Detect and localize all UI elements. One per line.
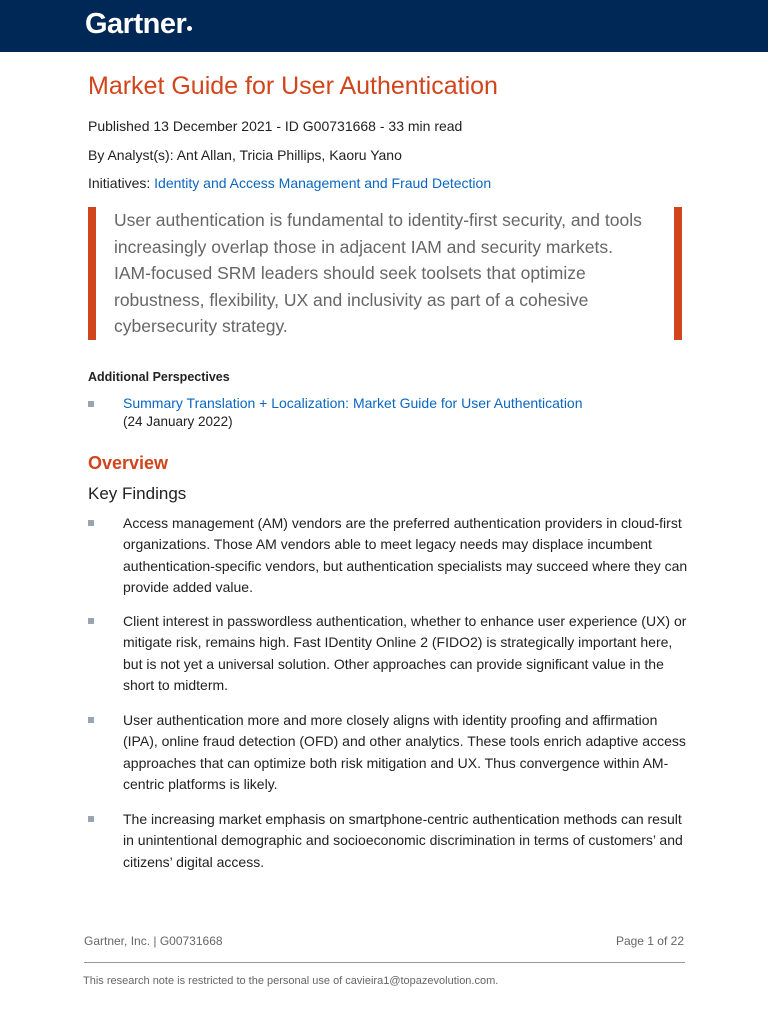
- perspective-date: (24 January 2022): [123, 414, 233, 429]
- finding-item: Access management (AM) vendors are the preferred authentication providers in cloud-first organizations. Those AM vendors able to meet legacy needs may displace incumbent authentication-specific vendors, but authentication specialists may succeed where they can provide added value.: [123, 515, 688, 595]
- finding-item: User authentication more and more closely aligns with identity proofing and affirmation (IPA), online fraud detection (OFD) and other analytics. These tools enrich adaptive access approaches that can optimize both risk mitigation and UX. Thus convergence within AM-centric platforms is likely.: [123, 712, 686, 792]
- initiatives-label: Initiatives:: [88, 175, 155, 191]
- overview-heading: Overview: [88, 453, 169, 473]
- footer-page-number: Page 1 of 22: [615, 934, 684, 948]
- finding-item: The increasing market emphasis on smartphone-centric authentication methods can result in unintentional demographic and socioeconomic discrimination in terms of customers’ and citizens’ digital access.: [123, 811, 683, 870]
- page-title: Market Guide for User Authentication: [88, 72, 498, 100]
- callout-bar-left: [88, 207, 96, 340]
- bullet-icon: [88, 717, 94, 723]
- key-findings-heading: Key Findings: [88, 484, 187, 503]
- footer-divider: [84, 962, 685, 963]
- footer-restriction-note: This research note is restricted to the personal use of cavieira1@topazevolution.com.: [83, 975, 499, 987]
- initiatives-link[interactable]: Identity and Access Management and Fraud Detection: [154, 175, 492, 191]
- gartner-logo[interactable]: [85, 8, 192, 41]
- bullet-icon: [88, 520, 94, 526]
- callout-bar-right: [674, 207, 682, 340]
- footer-doc-id: Gartner, Inc. | G00731668: [84, 934, 223, 948]
- initiatives-line: [88, 175, 491, 191]
- published-line: Published 13 December 2021 - ID G00731668 - 33 min read: [88, 118, 463, 134]
- summary-callout: [88, 207, 682, 340]
- finding-item: Client interest in passwordless authentication, whether to enhance user experience (UX) or mitigate risk, remains high. Fast IDentity Online 2 (FIDO2) is strategically important here, but is not yet a universal solution. Other approaches can provide significant value in the short to midterm.: [123, 613, 687, 693]
- bullet-icon: [88, 618, 94, 624]
- summary-text: User authentication is fundamental to identity-first security, and tools increasingly overlap those in adjacent IAM and security markets. IAM-focused SRM leaders should seek toolsets that optimize robustness, flexibility, UX and inclusivity as part of a cohesive cybersecurity strategy.: [114, 210, 642, 336]
- analysts-line: By Analyst(s): Ant Allan, Tricia Phillips, Kaoru Yano: [88, 147, 402, 163]
- perspective-link[interactable]: Summary Translation + Localization: Market Guide for User Authentication: [123, 395, 583, 411]
- bullet-icon: [88, 816, 94, 822]
- bullet-icon: [88, 401, 94, 407]
- logo-dot: [187, 26, 192, 31]
- header-bar: [0, 0, 768, 52]
- additional-perspectives-heading: Additional Perspectives: [88, 370, 230, 384]
- logo-text: Gartner: [85, 8, 187, 40]
